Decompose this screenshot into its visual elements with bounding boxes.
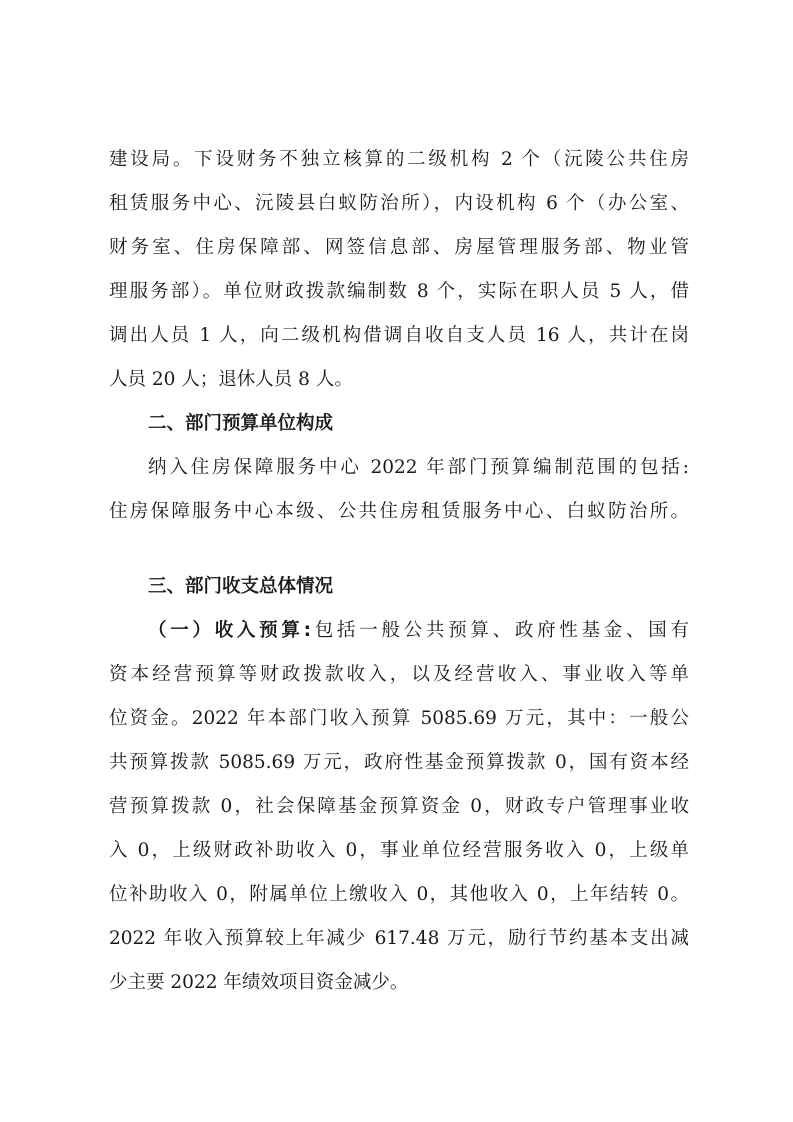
paragraph1-line-5: 调出人员 1 人，向二级机构借调自收自支人员 16 人，共计在岗 [109,325,689,346]
section2-line-1: 纳入住房保障服务中心 2022 年部门预算编制范围的包括: [148,457,689,478]
section3-heading: 三、部门收支总体情况 [148,576,334,597]
section3-line-1 [148,619,689,643]
section3-line-9: 少主要 2022 年绩效项目资金减少。 [109,972,409,993]
section2-line-2: 住房保障服务中心本级、公共住房租赁服务中心、白蚁防治所。 [109,501,689,522]
section3-line-5: 营预算拨款 0，社会保障基金预算资金 0，财政专户管理事业收 [109,796,689,817]
income-budget-label: （一）收入预算: [148,620,312,641]
paragraph1-line-3: 财务室、住房保障部、网签信息部、房屋管理服务部、物业管 [109,237,689,258]
section3-line-6: 入 0，上级财政补助收入 0，事业单位经营服务收入 0，上级单 [109,840,689,861]
section2-heading: 二、部门预算单位构成 [148,413,334,434]
section3-line-8: 2022 年收入预算较上年减少 617.48 万元，励行节约基本支出减 [109,928,689,949]
paragraph1-line-6: 人员 20 人；退休人员 8 人。 [109,369,353,390]
paragraph1-line-2: 租赁服务中心、沅陵县白蚁防治所），内设机构 6 个（办公室、 [109,193,689,214]
section3-line-2: 资本经营预算等财政拨款收入，以及经营收入、事业收入等单 [109,664,689,685]
section3-line-7: 位补助收入 0，附属单位上缴收入 0，其他收入 0，上年结转 0。 [109,884,689,905]
section3-line-4: 共预算拨款 5085.69 万元，政府性基金预算拨款 0，国有资本经 [109,752,689,773]
paragraph1-line-4: 理服务部）。单位财政拨款编制数 8 个，实际在职人员 5 人，借 [109,281,689,302]
paragraph1-line-1: 建设局。下设财务不独立核算的二级机构 2 个（沅陵公共住房 [109,149,689,170]
section3-line-3: 位资金。2022 年本部门收入预算 5085.69 万元，其中：一般公 [109,708,689,729]
income-budget-intro: 包括一般公共预算、政府性基金、国有 [311,620,689,641]
